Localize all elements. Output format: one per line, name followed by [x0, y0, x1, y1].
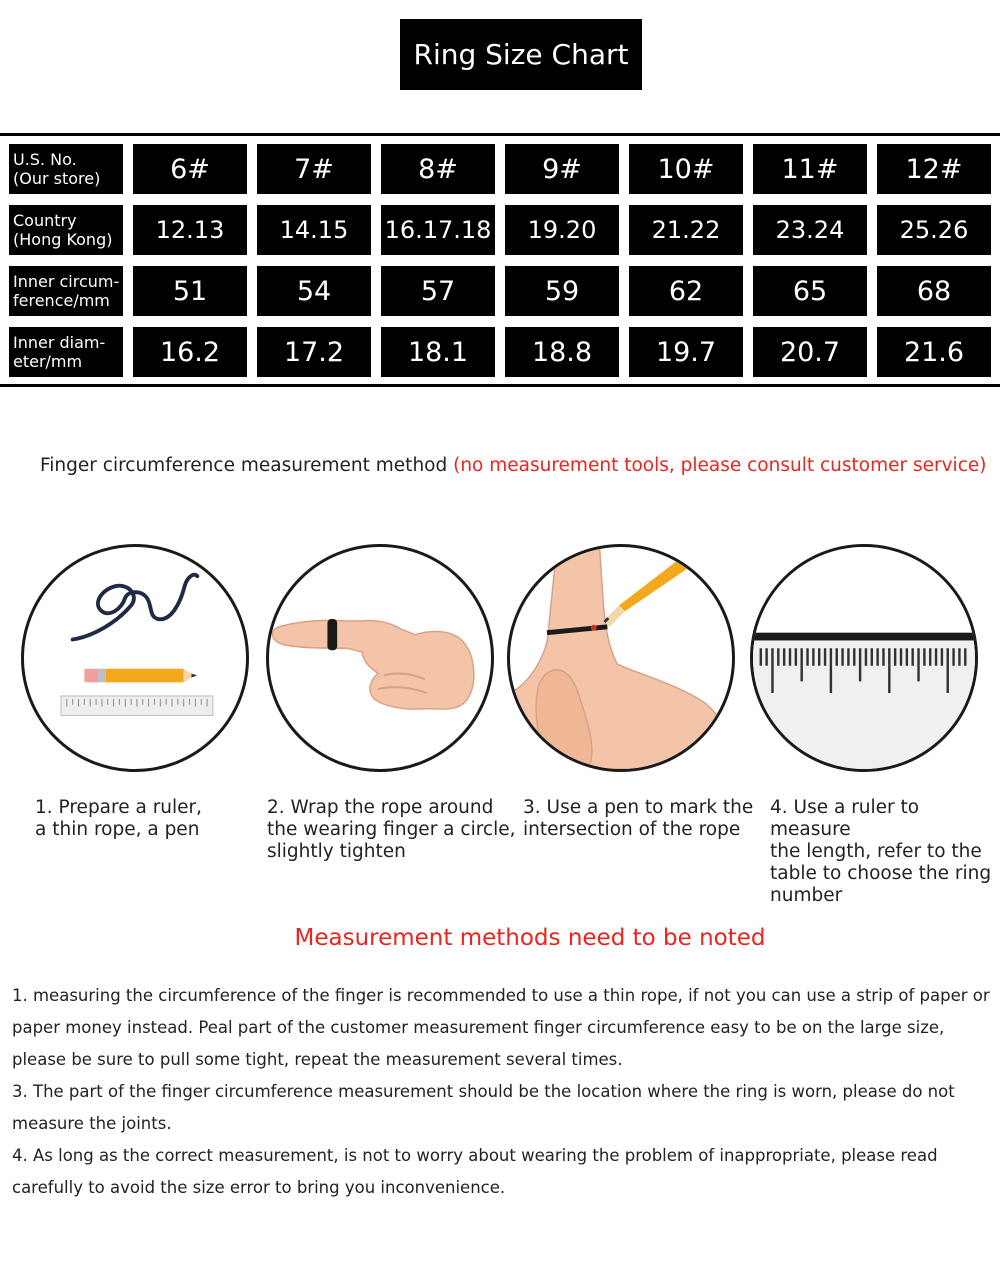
table-cell: 8# [381, 144, 495, 194]
note-item: 1. measuring the circumference of the finger is recommended to use a thin rope, if not you can use a strip of paper or paper money instead. Peal part of the customer measurement finger circumference easy to be on the large size, please be sure to pull some tight, repeat the measurement several times. [12, 986, 990, 1069]
pen-mark-illustration [510, 547, 732, 769]
table-row [0, 144, 1000, 194]
table-cell: 14.15 [257, 205, 371, 255]
finger-rope-icon [266, 544, 494, 772]
table-cell: 65 [753, 266, 867, 316]
table-cell: 23.24 [753, 205, 867, 255]
table-cell: 19.20 [505, 205, 619, 255]
table-cell: 20.7 [753, 327, 867, 377]
ruler-small-icon [61, 696, 213, 715]
table-cell: 21.6 [877, 327, 991, 377]
page-title: Ring Size Chart [400, 19, 642, 90]
table-cell: 21.22 [629, 205, 743, 255]
ruler-icon [750, 544, 978, 772]
step-2-text: 2. Wrap the rope around the wearing finger a circle, slightly tighten [267, 797, 516, 862]
pen-mark-icon [507, 544, 735, 772]
table-cell: 11# [753, 144, 867, 194]
table-cell: 17.2 [257, 327, 371, 377]
notes-list [12, 980, 992, 1204]
table-cell: 62 [629, 266, 743, 316]
table-cell: 68 [877, 266, 991, 316]
method-heading-note: (no measurement tools, please consult customer service) [453, 455, 987, 476]
table-cell: 12.13 [133, 205, 247, 255]
note-item: 3. The part of the finger circumference measurement should be the location where the ring is worn, please do not measure the joints. [12, 1082, 955, 1133]
row-label-us-no: U.S. No. (Our store) [9, 144, 123, 194]
table-cell: 59 [505, 266, 619, 316]
table-cell: 19.7 [629, 327, 743, 377]
table-cell: 7# [257, 144, 371, 194]
notes-title: Measurement methods need to be noted [294, 925, 766, 951]
table-cell: 57 [381, 266, 495, 316]
table-cell: 18.8 [505, 327, 619, 377]
table-cell: 54 [257, 266, 371, 316]
step-1-text: 1. Prepare a ruler, a thin rope, a pen [35, 797, 203, 840]
pencil-icon [84, 669, 197, 683]
pencil-icon [603, 547, 704, 627]
table-cell: 9# [505, 144, 619, 194]
table-row [0, 266, 1000, 316]
row-label-inner-diameter: Inner diam- eter/mm [9, 327, 123, 377]
step-4-text: 4. Use a ruler to measure the length, refer to the table to choose the ring number [770, 797, 992, 906]
finger-rope-illustration [269, 547, 491, 769]
table-cell: 6# [133, 144, 247, 194]
step-3-text: 3. Use a pen to mark the intersection of the rope [523, 797, 754, 840]
table-cell: 16.2 [133, 327, 247, 377]
tools-illustration [24, 547, 246, 769]
table-cell: 51 [133, 266, 247, 316]
tools-icon [21, 544, 249, 772]
table-row [0, 205, 1000, 255]
table-cell: 25.26 [877, 205, 991, 255]
ruler-illustration [753, 547, 975, 769]
table-cell: 12# [877, 144, 991, 194]
note-item: 4. As long as the correct measurement, is not to worry about wearing the problem of inappropriate, please read carefully to avoid the size error to bring you inconvenience. [12, 1146, 938, 1197]
table-row [0, 327, 1000, 377]
row-label-country: Country (Hong Kong) [9, 205, 123, 255]
method-heading [40, 455, 987, 476]
method-heading-text: Finger circumference measurement method [40, 455, 454, 476]
row-label-inner-circumference: Inner circum- ference/mm [9, 266, 123, 316]
table-cell: 10# [629, 144, 743, 194]
ring-size-table [0, 133, 1000, 387]
table-cell: 16.17.18 [381, 205, 495, 255]
table-cell: 18.1 [381, 327, 495, 377]
